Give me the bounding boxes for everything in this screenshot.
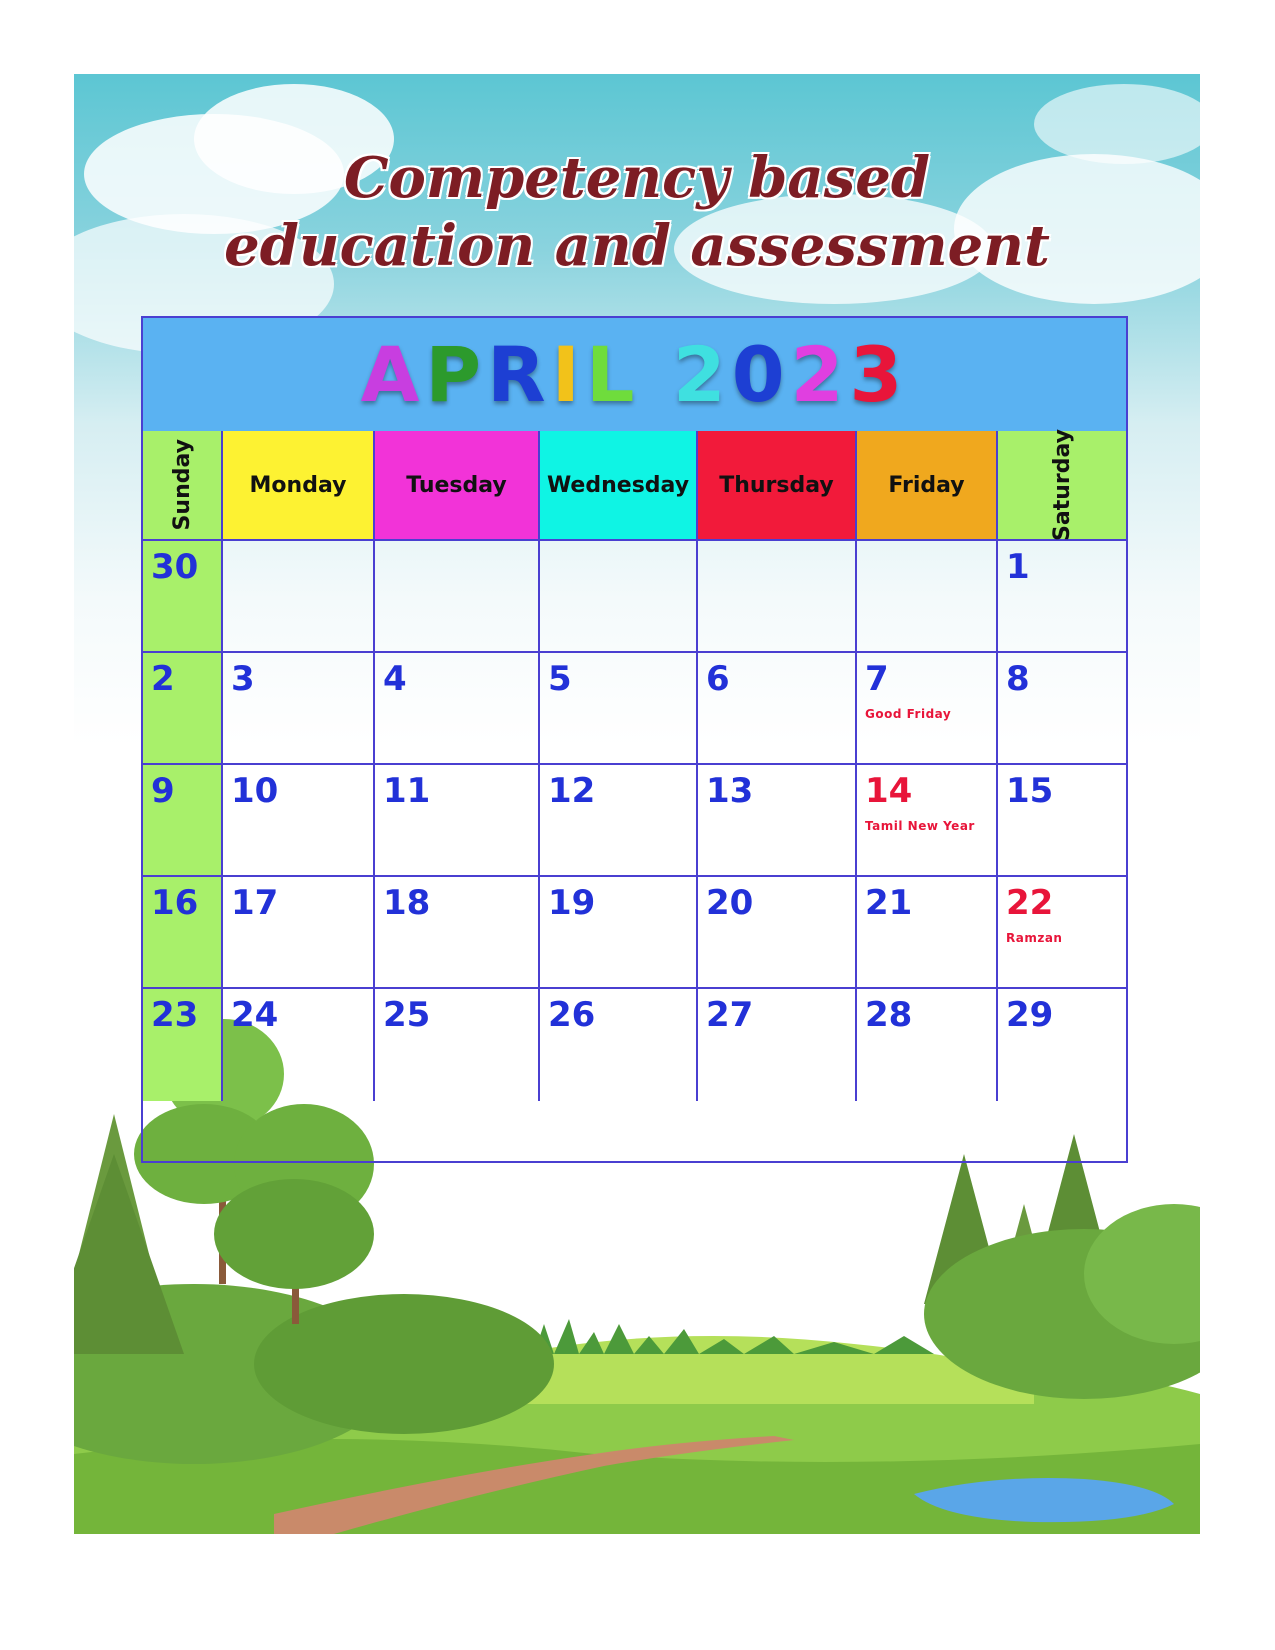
day-cell [540,541,698,653]
weekday-header-wednesday [540,431,698,541]
calendar-grid [141,316,1128,1163]
month-title-letter: 2 [790,330,850,419]
weekday-label: Tuesday [406,472,507,498]
day-cell [998,653,1126,765]
day-cell [143,989,223,1101]
day-number: 17 [231,883,279,923]
day-number: 15 [1006,771,1054,811]
day-number: 8 [1006,659,1030,699]
day-cell [998,877,1126,989]
day-cell [143,877,223,989]
holiday-label: Ramzan [1006,931,1063,945]
day-number: 10 [231,771,279,811]
day-number: 11 [383,771,431,811]
day-cell [223,653,375,765]
day-number: 7 [865,659,889,699]
weekday-header-tuesday [375,431,540,541]
weekday-header-thursday [698,431,857,541]
day-number: 30 [151,547,199,587]
weekday-header-saturday [998,431,1126,541]
day-cell [223,877,375,989]
day-number: 25 [383,995,431,1035]
calendar-poster [74,74,1200,1534]
day-number: 1 [1006,547,1030,587]
day-number: 13 [706,771,754,811]
day-number: 16 [151,883,199,923]
day-cell [698,541,857,653]
day-number: 26 [548,995,596,1035]
weekday-label: Monday [249,472,347,498]
month-title-letter: R [487,330,552,419]
month-title [143,318,1126,433]
weekday-label: Saturday [1049,429,1075,541]
weekday-label: Friday [888,472,965,498]
day-number: 27 [706,995,754,1035]
day-cell [375,653,540,765]
day-cell [857,877,998,989]
day-cell [998,989,1126,1101]
weekday-label: Wednesday [546,472,690,498]
day-number: 2 [151,659,175,699]
day-number: 18 [383,883,431,923]
day-number: 19 [548,883,596,923]
holiday-label: Good Friday [865,707,952,721]
day-cell [857,765,998,877]
month-title-letter: 0 [731,330,791,419]
day-cell [143,653,223,765]
month-title-letter: L [585,330,641,419]
day-cell [375,877,540,989]
month-title-letter: 2 [672,330,732,419]
month-title-letter: 3 [849,330,909,419]
day-number: 23 [151,995,199,1035]
day-cell [540,765,698,877]
day-cell [998,541,1126,653]
day-number: 9 [151,771,175,811]
day-number: 14 [865,771,913,811]
day-cell [143,765,223,877]
day-cell [698,877,857,989]
day-cell [223,765,375,877]
day-number: 20 [706,883,754,923]
day-cell [540,653,698,765]
day-number: 6 [706,659,730,699]
weekday-label: Thursday [719,472,834,498]
day-number: 22 [1006,883,1054,923]
day-cell [375,765,540,877]
title-line-1: Competency based [343,145,931,211]
day-cell [857,541,998,653]
day-cell [143,541,223,653]
month-title-letter: P [425,330,488,419]
month-title-letter [640,330,672,419]
holiday-label: Tamil New Year [865,819,975,833]
month-title-letter: A [360,330,426,419]
day-number: 29 [1006,995,1054,1035]
day-cell [223,989,375,1101]
day-cell [698,765,857,877]
poster-title [74,144,1200,280]
day-number: 28 [865,995,913,1035]
day-cell [857,989,998,1101]
day-cell [223,541,375,653]
day-cell [375,541,540,653]
day-number: 3 [231,659,255,699]
day-cell [540,877,698,989]
month-title-letter: I [551,330,586,419]
weekday-label: Sunday [169,439,195,531]
day-number: 5 [548,659,572,699]
day-cell [375,989,540,1101]
day-cell [698,989,857,1101]
day-number: 4 [383,659,407,699]
weekday-header-sunday [143,431,223,541]
day-cell [540,989,698,1101]
day-number: 24 [231,995,279,1035]
weekday-header-monday [223,431,375,541]
day-number: 12 [548,771,596,811]
day-number: 21 [865,883,913,923]
day-cell [998,765,1126,877]
weekday-header-friday [857,431,998,541]
day-cell [857,653,998,765]
day-cell [698,653,857,765]
title-line-2: education and assessment [224,213,1050,279]
